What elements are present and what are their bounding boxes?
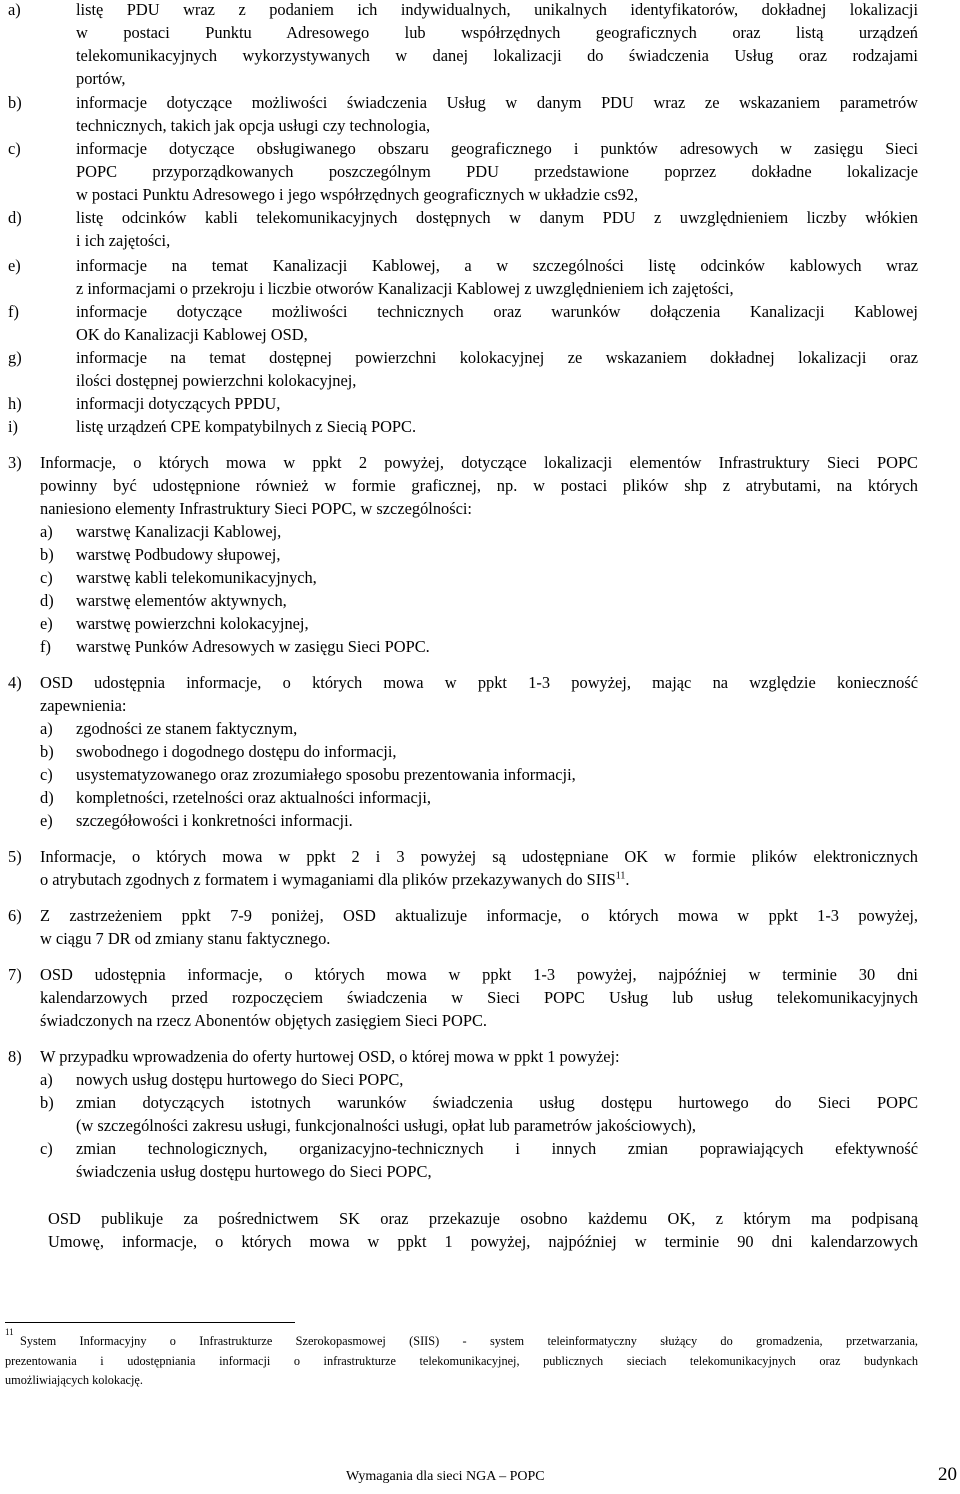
list-label: d) [8, 208, 22, 227]
footnote-reference[interactable]: 11 [615, 870, 626, 882]
footer-title: Wymagania dla sieci NGA – POPC [346, 1469, 545, 1484]
list-text-line: POPC przyporządkowanych poszczególnym PDU przedstawione poprzez dokładne lokalizacje [76, 162, 918, 181]
paragraph-number: 3) [8, 453, 22, 472]
list-text-line: technicznych, takich jak opcja usługi czy technologia, [76, 116, 431, 135]
list-label: b) [40, 742, 54, 761]
list-label: c) [8, 139, 21, 158]
list-label: b) [40, 545, 54, 564]
footnote-number: 11 [5, 1327, 14, 1337]
list-item: szczegółowości i konkretności informacji. [76, 811, 353, 830]
list-label: b) [40, 1093, 54, 1112]
paragraph-line: Umowę, informacje, o których mowa w ppkt 1 powyżej, najpóźniej w terminie 90 dni kalendarzowych [48, 1232, 918, 1251]
footnote-line: prezentowania i udostępniania informacji o infrastrukturze telekomunikacyjnej, publicznych sieciach telekomunikacyjnych oraz budynkach [5, 1354, 918, 1368]
paragraph-line: powinny być udostępnione również w formie graficznej, np. w postaci plików shp z atrybutami, na których [40, 476, 918, 495]
list-item: (w szczególności zakresu usługi, funkcjonalności usługi, opłat lub parametrów jakościowych), [76, 1116, 696, 1135]
list-item: zgodności ze stanem faktycznym, [76, 719, 298, 738]
paragraph-line: Z zastrzeżeniem ppkt 7-9 poniżej, OSD aktualizuje informacje, o których mowa w ppkt 1-3 powyżej, [40, 906, 918, 925]
list-item: zmian dotyczących istotnych warunków świadczenia usług dostępu hurtowego do Sieci POPC [76, 1093, 918, 1112]
list-label: b) [8, 93, 22, 112]
list-label: d) [40, 591, 54, 610]
paragraph-line: zapewnienia: [40, 696, 127, 715]
list-label: g) [8, 348, 22, 367]
list-text-line: telekomunikacyjnych wykorzystywanych w danej lokalizacji do świadczenia Usług oraz rodzajami [76, 46, 918, 65]
paragraph-number: 7) [8, 965, 22, 984]
list-label: e) [40, 614, 53, 633]
list-label: f) [40, 637, 51, 656]
paragraph-line: świadczonych na rzecz Abonentów objętych zasięgiem Sieci POPC. [40, 1011, 487, 1030]
list-item: warstwę Podbudowy słupowej, [76, 545, 281, 564]
list-item: świadczenia usług dostępu hurtowego do Sieci POPC, [76, 1162, 432, 1181]
list-text-line: listę PDU wraz z podaniem ich indywidualnych, unikalnych identyfikatorów, dokładnej lokalizacji [76, 0, 918, 19]
list-label: a) [40, 1070, 53, 1089]
list-item: warstwę powierzchni kolokacyjnej, [76, 614, 309, 633]
paragraph-line: OSD udostępnia informacje, o których mowa w ppkt 1-3 powyżej, najpóźniej w terminie 30 dni [40, 965, 918, 984]
list-item: warstwę Kanalizacji Kablowej, [76, 522, 282, 541]
list-label: a) [40, 522, 53, 541]
list-item: warstwę elementów aktywnych, [76, 591, 287, 610]
list-text-line: ilości dostępnej powierzchni kolokacyjnej, [76, 371, 357, 390]
paragraph-line: Informacje, o których mowa w ppkt 2 powyżej, dotyczące lokalizacji elementów Infrastruktury Sieci POPC [40, 453, 918, 472]
list-item: swobodnego i dogodnego dostępu do informacji, [76, 742, 397, 761]
list-item: zmian technologicznych, organizacyjno-technicznych i innych zmian poprawiających efektywność [76, 1139, 918, 1158]
list-item: nowych usług dostępu hurtowego do Sieci POPC, [76, 1070, 404, 1089]
list-label: c) [40, 1139, 53, 1158]
paragraph-text: . [625, 870, 630, 889]
list-text-line: portów, [76, 69, 126, 88]
page-number: 20 [938, 1464, 957, 1485]
list-label: d) [40, 788, 54, 807]
paragraph-text: o atrybutach zgodnych z formatem i wymaganiami dla plików przekazywanych do SIIS [40, 870, 616, 889]
list-text-line: informacje dotyczące możliwości świadczenia Usług w danym PDU wraz ze wskazaniem parametrów [76, 93, 918, 112]
paragraph-number: 4) [8, 673, 22, 692]
paragraph-line: OSD udostępnia informacje, o których mowa w ppkt 1-3 powyżej, mając na względzie konieczność [40, 673, 918, 692]
list-label: e) [40, 811, 53, 830]
list-label: h) [8, 394, 22, 413]
list-text-line: informacje dotyczące obsługiwanego obszaru geograficznego i punktów adresowych w zasięgu Sieci [76, 139, 918, 158]
list-text-line: listę urządzeń CPE kompatybilnych z Siecią POPC. [76, 417, 417, 436]
list-label: c) [40, 765, 53, 784]
list-label: f) [8, 302, 19, 321]
list-text-line: listę odcinków kabli telekomunikacyjnych dostępnych w danym PDU z uwzględnieniem liczby włókien [76, 208, 918, 227]
list-text-line: w postaci Punktu Adresowego i jego współrzędnych geograficznych w układzie cs92, [76, 185, 639, 204]
list-label: i) [8, 417, 19, 436]
list-text-line: z informacjami o przekroju i liczbie otworów Kanalizacji Kablowej z uwzględnieniem ich zajętości, [76, 279, 734, 298]
paragraph-line: Informacje, o których mowa w ppkt 2 i 3 powyżej są udostępniane OK w formie plików elektronicznych [40, 847, 918, 866]
paragraph-line: W przypadku wprowadzenia do oferty hurtowej OSD, o której mowa w ppkt 1 powyżej: [40, 1047, 620, 1066]
list-text-line: w postaci Punktu Adresowego lub współrzędnych geograficznych oraz listą urządzeń [76, 23, 918, 42]
paragraph-number: 6) [8, 906, 22, 925]
paragraph-line: naniesiono elementy Infrastruktury Sieci POPC, w szczególności: [40, 499, 472, 518]
list-text-line: informacje na temat Kanalizacji Kablowej, a w szczególności listę odcinków kablowych wraz [76, 256, 918, 275]
list-label: a) [8, 0, 21, 19]
list-text-line: informacje na temat dostępnej powierzchni kolokacyjnej ze wskazaniem dokładnej lokalizacji oraz [76, 348, 918, 367]
list-item: usystematyzowanego oraz zrozumiałego sposobu prezentowania informacji, [76, 765, 576, 784]
paragraph-line: kalendarzowych przed rozpoczęciem świadczenia w Sieci POPC Usług lub usług telekomunikacyjnych [40, 988, 918, 1007]
list-item: warstwę Punków Adresowych w zasięgu Sieci POPC. [76, 637, 430, 656]
list-label: a) [40, 719, 53, 738]
paragraph-line: OSD publikuje za pośrednictwem SK oraz przekazuje osobno każdemu OK, z którym ma podpisaną [48, 1209, 918, 1228]
footnote-line: System Informacyjny o Infrastrukturze Szerokopasmowej (SIIS) - system teleinformatyczny służący do gromadzenia, przetwarzania, [20, 1334, 918, 1348]
paragraph-number: 5) [8, 847, 22, 866]
list-text-line: informacje dotyczące możliwości technicznych oraz warunków dołączenia Kanalizacji Kablowej [76, 302, 918, 321]
list-item: kompletności, rzetelności oraz aktualności informacji, [76, 788, 432, 807]
paragraph-number: 8) [8, 1047, 22, 1066]
paragraph-line: w ciągu 7 DR od zmiany stanu faktycznego. [40, 929, 331, 948]
list-text-line: i ich zajętości, [76, 231, 171, 250]
list-label: c) [40, 568, 53, 587]
paragraph-line [40, 870, 630, 890]
list-text-line: OK do Kanalizacji Kablowej OSD, [76, 325, 308, 344]
list-text-line: informacji dotyczących PPDU, [76, 394, 281, 413]
footnote-line: umożliwiających kolokację. [5, 1373, 143, 1387]
list-item: warstwę kabli telekomunikacyjnych, [76, 568, 317, 587]
footnote-separator [5, 1322, 295, 1323]
list-label: e) [8, 256, 21, 275]
